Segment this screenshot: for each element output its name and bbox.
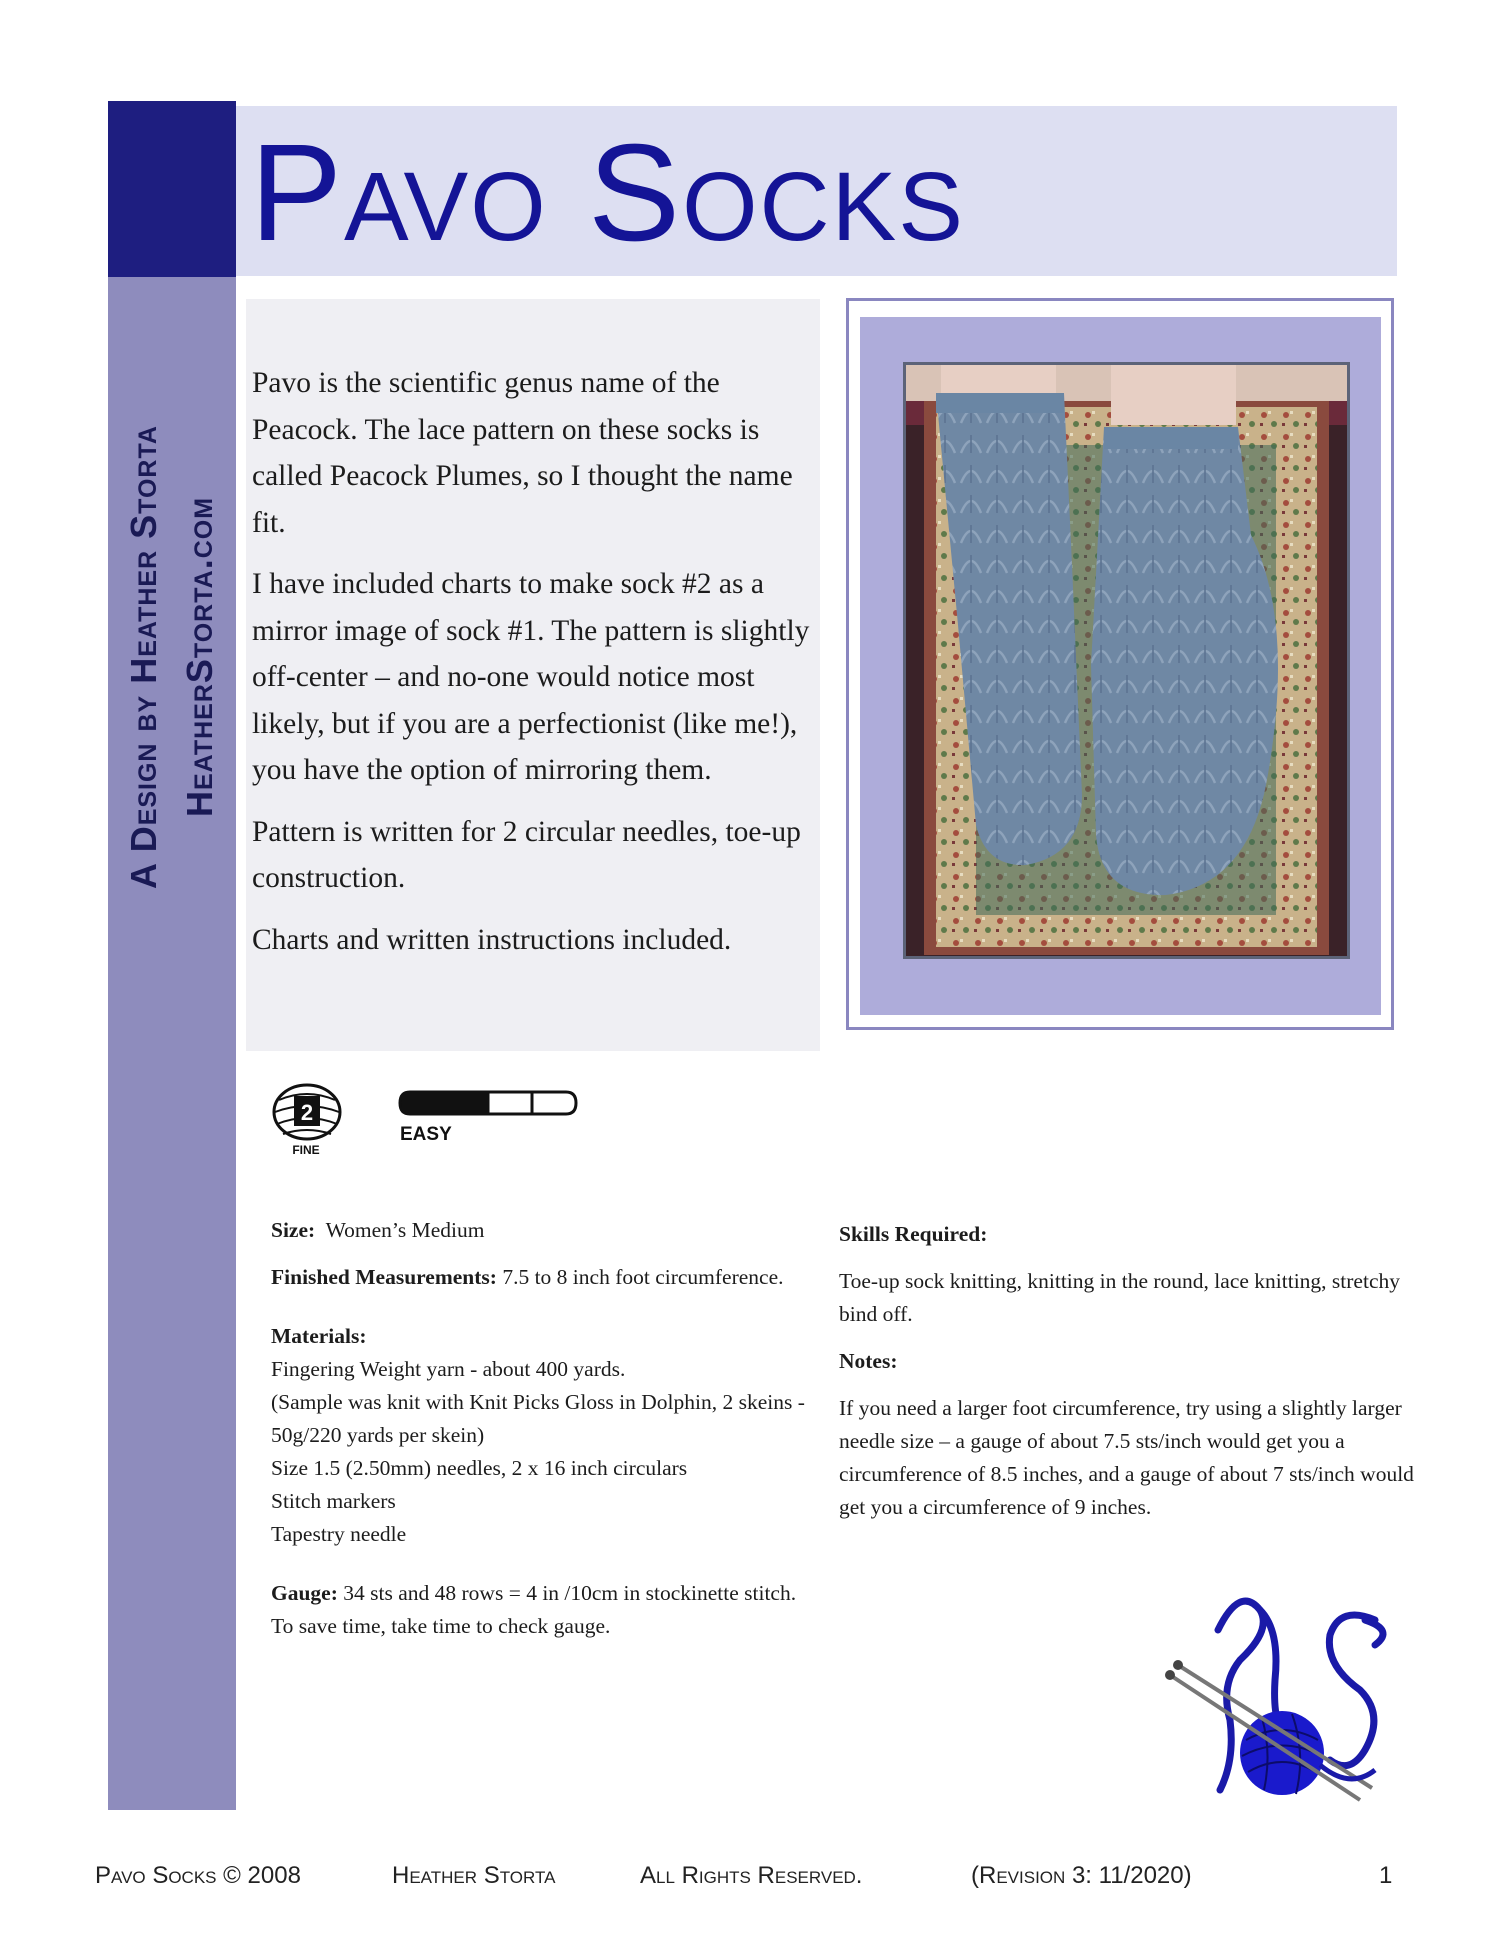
materials-line: Tapestry needle: [271, 1522, 407, 1546]
skills-value: Toe-up sock knitting, knitting in the round, lace knitting, stretchy bind off.: [839, 1269, 1400, 1326]
materials-line: Stitch markers: [271, 1489, 396, 1513]
notes-label: Notes:: [839, 1349, 898, 1373]
difficulty-segment: [488, 1092, 532, 1114]
gauge-value: 34 sts and 48 rows = 4 in /10cm in stockinette stitch. To save time, take time to check gauge.: [271, 1581, 797, 1638]
sock-photo-illustration: [906, 365, 1347, 956]
yarn-weight-number: 2: [300, 1100, 314, 1125]
gauge-label: Gauge:: [271, 1581, 338, 1605]
intro-paragraph-3: Pattern is written for 2 circular needles, toe-up construction.: [252, 815, 801, 894]
specs-left-column: [271, 1214, 811, 1657]
size-line: [271, 1214, 811, 1247]
footer-rights: All Rights Reserved.: [640, 1862, 863, 1889]
notes-value: If you need a larger foot circumference, try using a slightly larger needle size – a gauge of about 7.5 sts/inch would get you a circumference of 8.5 inches, and a gauge of about 7 sts/inch would get you a circumference of 9 inches.: [839, 1396, 1414, 1519]
footer-page-number: 1: [1379, 1862, 1393, 1889]
sidebar-top-block: [108, 101, 236, 277]
gauge-line: [271, 1577, 811, 1643]
footer-author: Heather Storta: [392, 1862, 556, 1889]
finished-label: Finished Measurements:: [271, 1265, 497, 1289]
skills-label: Skills Required:: [839, 1222, 988, 1246]
materials-line: (Sample was knit with Knit Picks Gloss in Dolphin, 2 skeins - 50g/220 yards per skein): [271, 1390, 805, 1447]
difficulty-icon: [398, 1088, 598, 1148]
intro-paragraph-4: Charts and written instructions included.: [252, 923, 732, 956]
difficulty-segment: [532, 1092, 576, 1114]
sock-photo: [903, 362, 1350, 959]
page-title: Pavo Socks: [250, 116, 965, 270]
skills-heading: [839, 1218, 1419, 1251]
intro-text: [252, 360, 812, 978]
sidebar-credit: [108, 277, 236, 1037]
sidebar-designer-line: A Design by Heather Storta: [123, 425, 164, 889]
difficulty-label: EASY: [400, 1124, 452, 1145]
yarn-weight-label: FINE: [292, 1143, 320, 1157]
size-value: Women’s Medium: [325, 1218, 485, 1242]
sidebar-website-line: HeatherStorta.com: [179, 496, 220, 818]
materials-line: Fingering Weight yarn - about 400 yards.: [271, 1357, 626, 1381]
notes-heading: [839, 1345, 1419, 1378]
footer-revision: (Revision 3: 11/2020): [971, 1862, 1192, 1889]
difficulty-segment: [444, 1092, 488, 1114]
finished-value: 7.5 to 8 inch foot circumference.: [502, 1265, 784, 1289]
intro-paragraph-2: I have included charts to make sock #2 as a mirror image of sock #1. The pattern is slightly off-center – and no-one would notice most likely, but if you are a perfectionist (like me!), you have the option of mirroring them.: [252, 568, 810, 786]
footer-copyright: Pavo Socks © 2008: [95, 1862, 301, 1889]
hs-yarn-logo: [1160, 1590, 1420, 1820]
specs-right-column: [839, 1218, 1419, 1538]
yarn-weight-icon: [267, 1082, 349, 1158]
materials-label: Materials:: [271, 1324, 367, 1348]
materials-line: Size 1.5 (2.50mm) needles, 2 x 16 inch circulars: [271, 1456, 688, 1480]
intro-paragraph-1: Pavo is the scientific genus name of the Peacock. The lace pattern on these socks is called Peacock Plumes, so I thought the name fit.: [252, 367, 793, 539]
size-label: Size:: [271, 1218, 316, 1242]
materials-block: [271, 1320, 811, 1551]
finished-line: [271, 1261, 811, 1294]
difficulty-segment: [400, 1092, 444, 1114]
